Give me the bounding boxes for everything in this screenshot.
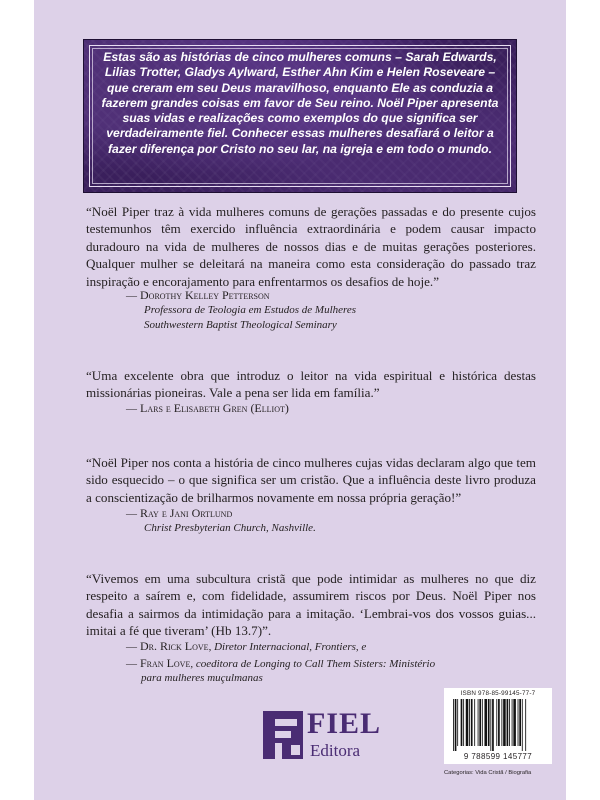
attribution-dash: — <box>126 290 137 302</box>
barcode-bar <box>474 699 475 746</box>
barcode-bar <box>522 699 523 751</box>
endorser-role: coeditora de Longing to Call Them Sisters: Ministério <box>195 658 436 670</box>
endorsement-attribution: — Dr. Rick Love, Diretor Internacional, Frontiers, e <box>126 639 367 653</box>
attribution-dash: — <box>126 658 137 670</box>
endorsement-quote: “Vivemos em uma subcultura cristã que pode intimidar as mulheres no que diz respeito a saírem e, com fidelidade, assumirem riscos por Deus. Noël Piper nos desafia a sairmos da intimidação para a imitação. ‘Lembrai-vos dos vossos guias... imitai a fé que tiveram’ (Hb 13.7)”. <box>86 571 536 639</box>
barcode-bar <box>463 699 464 746</box>
endorsement-attribution <box>126 506 232 522</box>
endorser-name: Ray e Jani Ortlund <box>140 506 233 520</box>
barcode-bar <box>513 699 516 746</box>
barcode-bar <box>479 699 481 746</box>
endorser-name: Fran Love <box>140 656 191 670</box>
barcode-bar <box>525 699 526 751</box>
endorsement-quote: “Uma excelente obra que introduz o leitor na vida espiritual e histórica destas missionárias pioneiras. Vale a pena ser lida em família.” <box>86 368 536 401</box>
barcode-bar <box>457 699 458 746</box>
publisher-logo-icon <box>263 711 303 759</box>
endorsement-quote: “Noël Piper traz à vida mulheres comuns de gerações passadas e do presente cujos testemunhos têm exercido influência extraordinária e podem causar impacto duradouro na vida de mulheres de nossos dias e de muitas gerações posteriores. Qualquer mulher se deleitará na maneira como esta consideração do passado traz inspiração e encorajamento para enfrentarmos os desafios de hoje.” <box>86 204 536 289</box>
barcode-bar <box>509 699 510 746</box>
endorser-role: Diretor Internacional, Frontiers, e <box>214 641 367 653</box>
barcode-bar <box>490 699 491 751</box>
barcode-bar <box>501 699 502 746</box>
endorser-role: Professora de Teologia em Estudos de Mulheres <box>144 304 357 316</box>
endorsement-quote: “Noël Piper nos conta a história de cinco mulheres cujas vidas declaram algo que tem sido esquecido – o que significa ser um cristão. Que a influência deste livro produza a conscientização de brilharmos novamente em nossa própria geração!” <box>86 455 536 505</box>
barcode-bar <box>469 699 470 746</box>
barcode-bar <box>455 699 457 751</box>
barcode-digits: 9 788599 145777 <box>463 752 533 761</box>
attribution-dash: — <box>126 641 137 653</box>
endorser-name: Dr. Rick Love <box>140 639 209 653</box>
barcode-bar <box>478 699 479 746</box>
barcode-bar <box>496 699 497 746</box>
barcode-bar <box>453 699 454 751</box>
attribution-dash: — <box>126 508 137 520</box>
back-cover <box>34 0 566 800</box>
attribution-dash: — <box>126 403 137 415</box>
barcode-icon <box>452 699 548 751</box>
barcode-bar <box>471 699 473 746</box>
barcode-bar <box>512 699 513 746</box>
endorser-name: Dorothy Kelley Petterson <box>140 288 270 302</box>
barcode-bar <box>488 699 490 746</box>
endorsement-attribution <box>126 401 289 417</box>
blurb-text: Estas são as histórias de cinco mulheres comuns – Sarah Edwards, Lilias Trotter, Gladys Aylward, Esther Ahn Kim e Helen Roseveare – que creram em seu Deus maravilhoso, enquanto Ele as conduzia a fazerem grandes coisas em favor de Seu reino. Noël Piper apresenta suas vidas e realizações como exemplos do que significa ser verdadeiramente fiel. Conhecer essas mulheres desafiará o leitor a fazer diferença por Cristo no seu lar, na igreja e em todo o mundo. <box>101 50 499 156</box>
barcode-bar <box>492 699 494 751</box>
endorsement-attribution <box>126 288 270 304</box>
barcode-bar <box>484 699 487 746</box>
isbn-label: ISBN 978-85-99145-77-7 <box>460 690 536 697</box>
barcode-bar <box>482 699 483 746</box>
barcode-bar <box>498 699 500 746</box>
barcode-bar <box>466 699 469 746</box>
barcode-bar <box>461 699 463 746</box>
barcode-bar <box>519 699 521 746</box>
barcode-bar <box>507 699 509 746</box>
barcode-bar <box>503 699 506 746</box>
endorser-name: Lars e Elisabeth Gren (Elliot) <box>140 401 289 415</box>
endorsement-attribution: — Fran Love, coeditora de Longing to Call Them Sisters: Ministério <box>126 656 436 670</box>
book-category: Categorias: Vida Cristã / Biografia <box>444 770 532 776</box>
publisher-name: FIEL <box>307 707 382 740</box>
endorser-role-continued: para mulheres muçulmanas <box>141 672 263 684</box>
blurb-box <box>84 40 516 192</box>
endorser-institution: Southwestern Baptist Theological Seminary <box>144 319 337 331</box>
publisher-subtitle: Editora <box>310 741 361 760</box>
barcode-bar <box>518 699 519 746</box>
endorser-role: Christ Presbyterian Church, Nashville. <box>144 522 316 534</box>
